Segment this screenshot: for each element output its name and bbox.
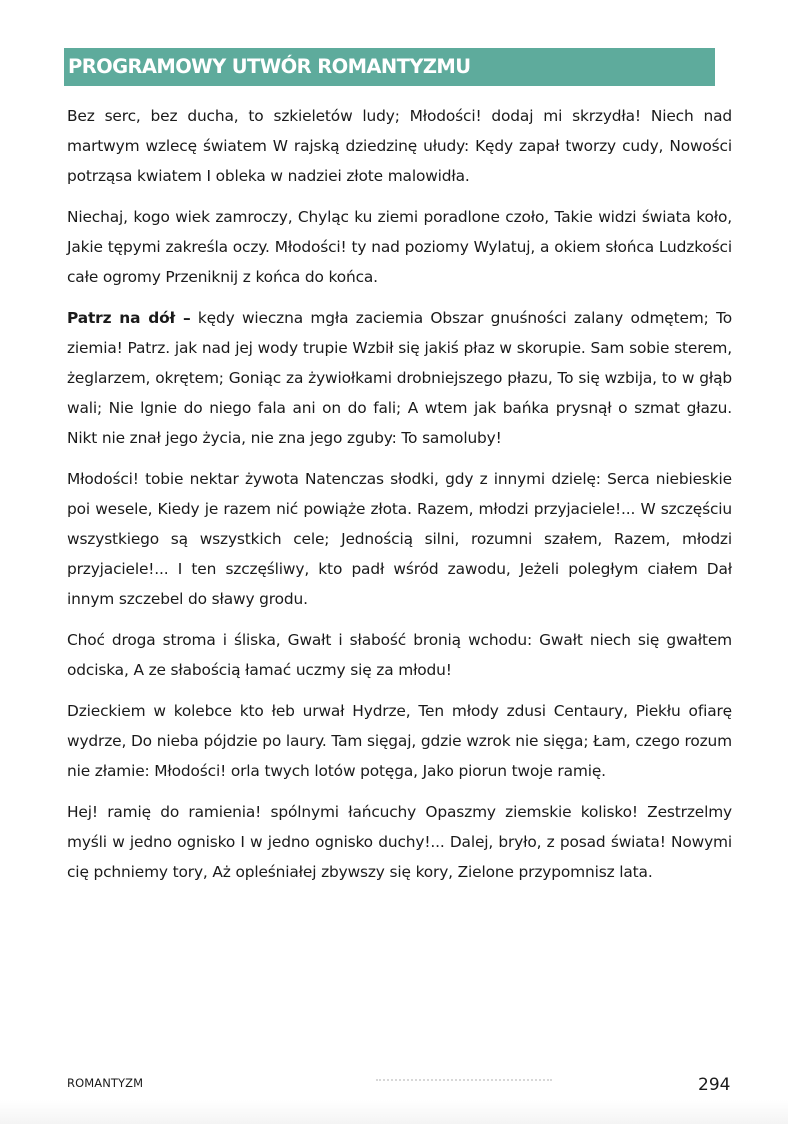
paragraph-text: Choć droga stroma i śliska, Gwałt i słabość bronią wchodu: Gwałt niech się gwałtem odciska, A ze słabością łamać uczmy się za młodu! (67, 631, 732, 679)
paragraph-text: Niechaj, kogo wiek zamroczy, Chyląc ku ziemi poradlone czoło, Takie widzi świata koło, Jakie tępymi zakreśla oczy. Młodości! ty nad poziomy Wylatuj, a okiem słońca Ludzkości całe ogromy Przeniknij z końca do końca. (67, 208, 732, 286)
footer-section-label: ROMANTYZM (67, 1076, 144, 1090)
paragraph-text: Dzieckiem w kolebce kto łeb urwał Hydrze, Ten młody zdusi Centaury, Piekłu ofiarę wydrze, Do nieba pójdzie po laury. Tam sięgaj, gdzie wzrok nie sięga; Łam, czego rozum nie złamie: Młodości! orla twych lotów potęga, Jako piorun twoje ramię. (67, 702, 732, 780)
poem-paragraph-7 (67, 797, 732, 887)
paragraph-text: Młodości! tobie nektar żywota Natenczas słodki, gdy z innymi dzielę: Serca niebieskie poi wesele, Kiedy je razem nić powiąże złota. Razem, młodzi przyjaciele!... W szczęściu wszystkiego są wszystkich cele; Jednością silni, rozumni szałem, Razem, młodzi przyjaciele!... I ten szczęśliwy, kto padł wśród zawodu, Jeżeli poległym ciałem Dał innym szczebel do sławy grodu. (67, 470, 732, 608)
paragraph-lead-bold: Patrz na dół – (67, 309, 191, 327)
poem-paragraph-6 (67, 696, 732, 786)
poem-paragraph-3 (67, 303, 732, 453)
paragraph-text: Bez serc, bez ducha, to szkieletów ludy; Młodości! dodaj mi skrzydła! Niech nad martwym wzlecę światem W rajską dziedzinę ułudy: Kędy zapał tworzy cudy, Nowości potrząsa kwiatem I obleka w nadziei złote malowidła. (67, 107, 732, 185)
poem-body (67, 101, 732, 898)
page-number: 294 (698, 1075, 731, 1095)
section-title: PROGRAMOWY UTWÓR ROMANTYZMU (68, 55, 471, 78)
poem-paragraph-5 (67, 625, 732, 685)
poem-paragraph-1 (67, 101, 732, 191)
poem-paragraph-2 (67, 202, 732, 292)
footer-dotted-divider (376, 1079, 552, 1081)
section-title-bar (64, 48, 715, 86)
paragraph-text: kędy wieczna mgła zaciemia Obszar gnuśności zalany odmętem; To ziemia! Patrz. jak nad jej wody trupie Wzbił się jakiś płaz w skorupie. Sam sobie sterem, żeglarzem, okrętem; Goniąc za żywiołkami drobniejszego płazu, To się wzbija, to w głąb wali; Nie lgnie do niego fala ani on do fali; A wtem jak bańka prysnął o szmat głazu. Nikt nie znał jego życia, nie zna jego zguby: To samoluby! (67, 309, 732, 447)
poem-paragraph-4 (67, 464, 732, 614)
page-bottom-shadow (0, 1100, 788, 1124)
paragraph-text: Hej! ramię do ramienia! spólnymi łańcuchy Opaszmy ziemskie kolisko! Zestrzelmy myśli w jedno ognisko I w jedno ognisko duchy!... Dalej, bryło, z posad świata! Nowymi cię pchniemy tory, Aż opleśniałej zbywszy się kory, Zielone przypomnisz lata. (67, 803, 732, 881)
